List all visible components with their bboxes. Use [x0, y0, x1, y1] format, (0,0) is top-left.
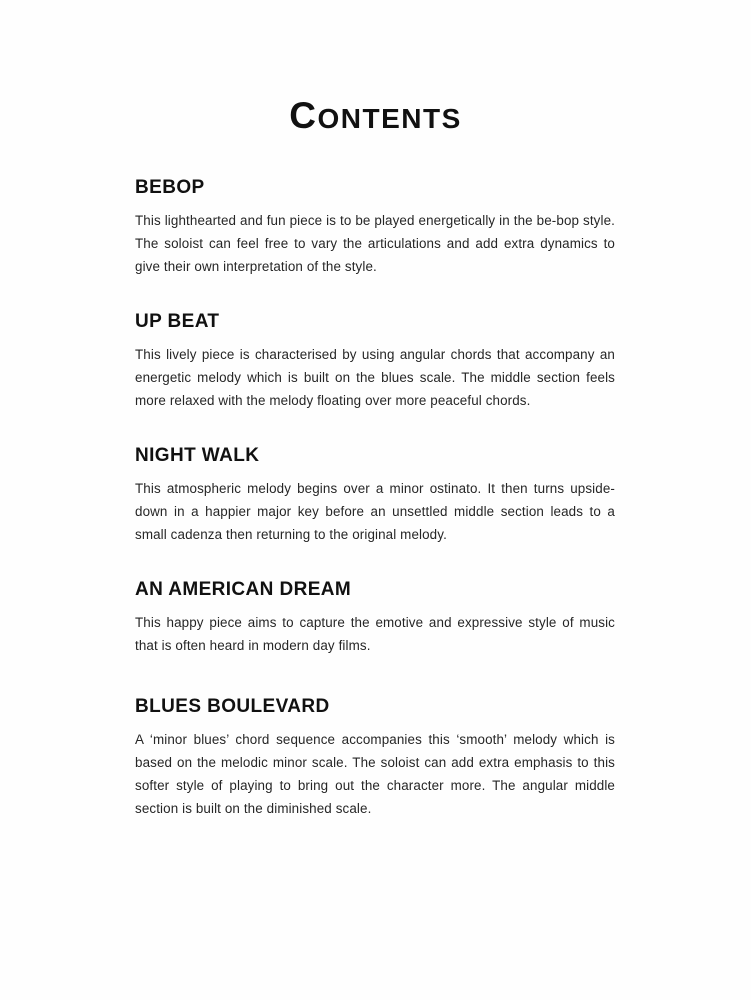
contents-entry	[135, 178, 617, 278]
entry-title: UP BEAT	[135, 311, 220, 333]
contents-entry	[135, 697, 617, 820]
entry-description: This atmospheric melody begins over a minor ostinato. It then turns upside-down in a happier major key before an unsettled middle section leads to a small cadenza then returning to the original melody.	[135, 480, 615, 543]
contents-list	[135, 178, 617, 820]
contents-entry	[135, 446, 617, 546]
entry-title: NIGHT WALK	[135, 445, 260, 467]
entry-description: This lively piece is characterised by using angular chords that accompany an energetic melody which is built on the blues scale. The middle section feels more relaxed with the melody floating over more peaceful chords.	[135, 346, 615, 409]
entry-title: BEBOP	[135, 177, 205, 198]
page-title-rest: ONTENTS	[317, 103, 462, 134]
entry-title: AN AMERICAN DREAM	[135, 579, 352, 601]
entry-description: A ‘minor blues’ chord sequence accompanies this ‘smooth’ melody which is based on the melodic minor scale. The soloist can add extra emphasis to this softer style of playing to bring out the character more. The angular middle section is built on the diminished scale.	[135, 731, 615, 817]
contents-entry	[135, 580, 617, 657]
entry-title: BLUES BOULEVARD	[135, 696, 330, 718]
contents-entry	[135, 312, 617, 412]
entry-description: This happy piece aims to capture the emotive and expressive style of music that is often heard in modern day films.	[135, 614, 615, 654]
entry-description: This lighthearted and fun piece is to be played energetically in the be-bop style. The soloist can feel free to vary the articulations and add extra dynamics to give their own interpretation of the style.	[135, 212, 615, 274]
page-title-initial: C	[289, 95, 318, 136]
page-title	[0, 95, 751, 137]
